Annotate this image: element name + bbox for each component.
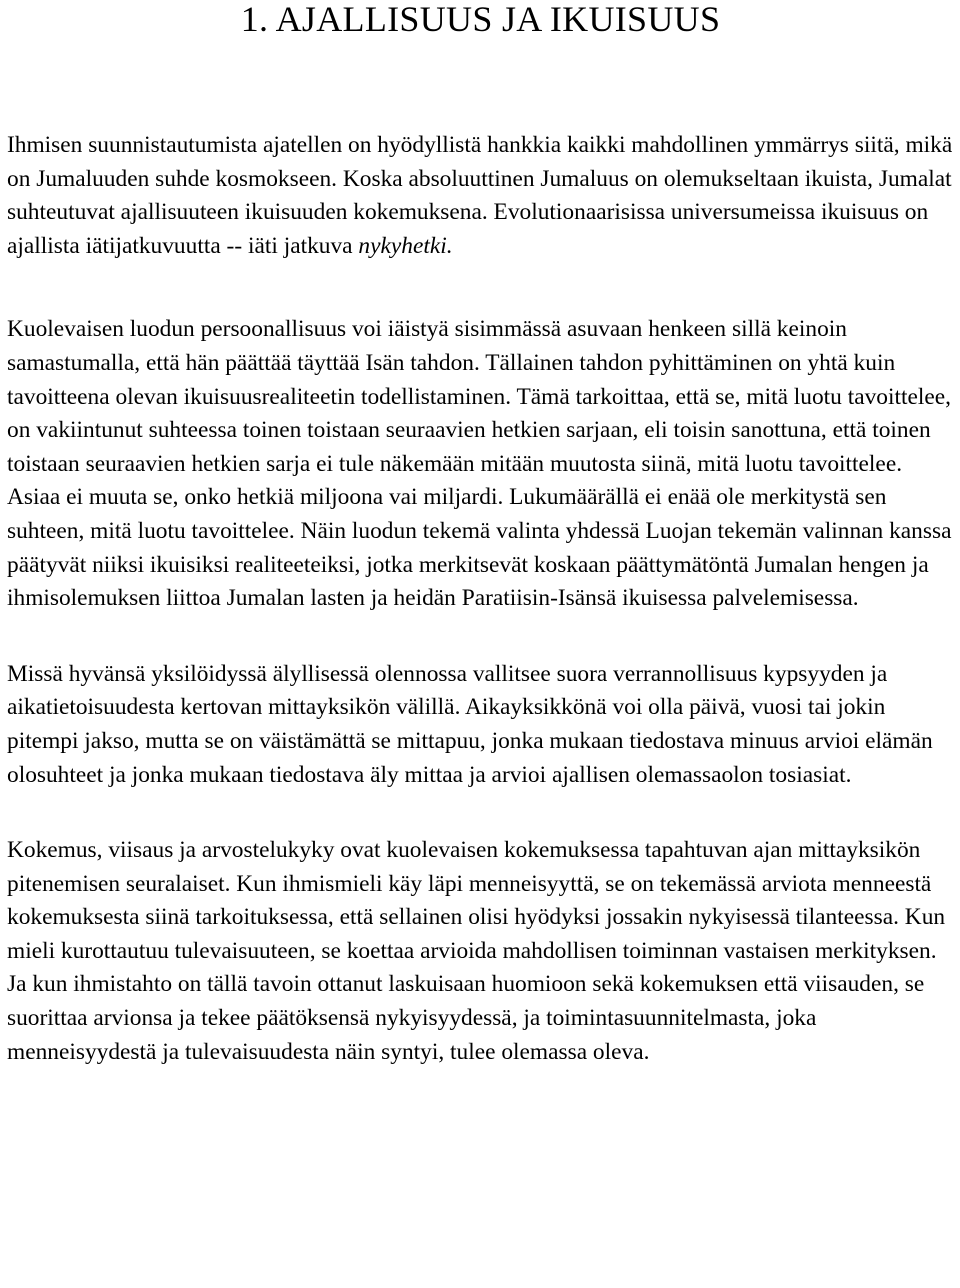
paragraph-4: Kokemus, viisaus ja arvostelukyky ovat kuolevaisen kokemuksessa tapahtuvan ajan mittayksikön pitenemisen seuralaiset. Kun ihmismieli käy läpi menneisyyttä, se on tekemässä arviota menneestä kokemuksesta siinä tarkoituksessa, että sellainen olisi hyödyksi jossakin nykyisessä tilanteessa. Kun mieli kurottautuu tulevaisuuteen, se koettaa arvioida mahdollisen toiminnan vastaisen merkityksen. Ja kun ihmistahto on tällä tavoin ottanut laskuisaan huomioon sekä kokemuksen että viisauden, se suorittaa arvionsa ja tekee päätöksensä nykyisyydessä, ja toimintasuunnitelmasta, joka menneisyydestä ja tulevaisuudesta näin syntyi, tulee olemassa oleva.: [7, 837, 946, 1065]
paragraph-3: Missä hyvänsä yksilöidyssä älyllisessä olennossa vallitsee suora verrannollisuus kypsyyden ja aikatietoisuudesta kertovan mittayksikön välillä. Aikayksikkönä voi olla päivä, vuosi tai jokin pitempi jakso, mutta se on väistämättä se mittapuu, jonka mukaan tiedostava minuus arvioi elämän olosuhteet ja jonka mukaan tiedostava äly mittaa ja arvioi ajallisen olemassaolon tosiasiat.: [7, 660, 933, 788]
paragraph-1-text: Ihmisen suunnistautumista ajatellen on hyödyllistä hankkia kaikki mahdollinen ymmärrys siitä, mikä on Jumaluuden suhde kosmokseen. Koska absoluuttinen Jumaluus on olemukseltaan ikuista, Jumalat suhteutuvat ajallisuuteen ikuisuuden kokemuksena. Evolutionaarisissa universumeissa ikuisuus on ajallista iätijatkuvuutta -- iäti jatkuva: [7, 132, 953, 259]
page-title: 1. AJALLISUUS JA IKUISUUS: [240, 0, 721, 39]
paragraph-2: Kuolevaisen luodun persoonallisuus voi iäistyä sisimmässä asuvaan henkeen sillä keinoin samastumalla, että hän päättää täyttää Isän tahdon. Tällainen tahdon pyhittäminen on yhtä kuin tavoitteena olevan ikuisuusrealiteetin todellistaminen. Tämä tarkoittaa, että se, mitä luotu tavoittelee, on vakiintunut suhteessa toinen toistaan seuraavien hetkien sarjaan, eli toisin sanottuna, että toinen toistaan seuraavien hetkien sarja ei tule näkemään mitään muutosta siinä, mitä luotu tavoittelee. Asiaa ei muuta se, onko hetkiä miljoona vai miljardi. Lukumäärällä ei enää ole merkitystä sen suhteen, mitä luotu tavoittelee. Näin luodun tekemä valinta yhdessä Luojan tekemän valinnan kanssa päätyvät niiksi ikuisiksi realiteeteiksi, jotka merkitsevät koskaan päättymätöntä Jumalan hengen ja ihmisolemuksen liittoa Jumalan lasten ja heidän Paratiisin-Isänsä ikuisessa palvelemisessa.: [7, 316, 952, 612]
paragraph-1-end: .: [446, 232, 453, 259]
paragraph-1: [7, 129, 954, 263]
paragraph-1-emphasis: nykyhetki: [358, 232, 447, 259]
